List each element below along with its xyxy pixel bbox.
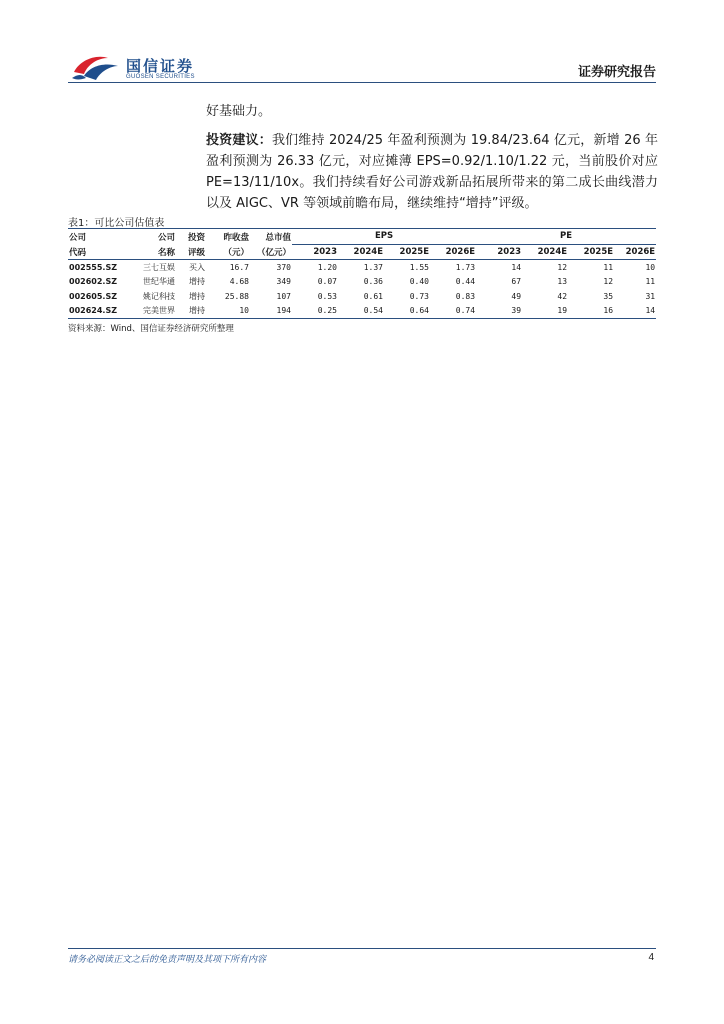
cell-eps-2024e: 1.37 [363,262,383,272]
cell-code: 002555.SZ [69,262,117,272]
cell-code: 002602.SZ [69,277,117,287]
table-header-row-1 [68,229,656,244]
cell-pe-2023: 14 [511,262,522,272]
cell-rating: 增持 [189,277,205,287]
table-title: 表1：可比公司估值表 [68,218,165,229]
col-pe-2024e: 2024E [522,244,568,260]
col-subheader-price-unit: （元） [206,244,250,260]
cell-code: 002624.SZ [69,306,117,316]
logo-text-en: GUOSEN SECURITIES [126,74,195,80]
page-number: 4 [648,952,654,963]
cell-rating: 增持 [189,291,205,301]
header-divider [68,82,656,83]
cell-pe-2024e: 13 [557,277,568,287]
cell-cap: 370 [276,262,291,272]
col-pe-2025e: 2025E [568,244,614,260]
cell-close: 10 [239,306,249,316]
investment-advice-paragraph [206,130,658,214]
cell-eps-2026e: 0.74 [455,306,476,316]
table-header-row-2 [68,244,656,260]
table-source-note: 资料来源：Wind、国信证券经济研究所整理 [68,324,234,334]
cell-eps-2024e: 0.54 [363,306,383,316]
cell-close: 4.68 [229,277,249,287]
col-group-pe: PE [476,229,656,244]
cell-pe-2025e: 35 [603,291,614,301]
table-row [68,304,656,319]
cell-cap: 107 [276,291,291,301]
col-header-rating: 投资 [187,232,205,243]
cell-name: 三七互娱 [143,262,175,272]
col-group-eps: EPS [292,229,476,244]
col-pe-2026e: 2026E [614,244,656,260]
col-eps-2025e: 2025E [384,244,430,260]
cell-cap: 194 [276,306,291,316]
cell-eps-2023: 0.53 [317,291,337,301]
cell-pe-2023: 67 [511,277,522,287]
col-header-company-name: 公司 [157,232,175,243]
cell-rating: 增持 [189,306,205,316]
footer-disclaimer: 请务必阅读正文之后的免责声明及其项下所有内容 [68,955,267,965]
col-eps-2023: 2023 [292,244,338,260]
cell-eps-2026e: 0.44 [455,277,476,287]
col-subheader-name: 名称 [124,244,176,260]
cell-close: 16.7 [229,262,249,272]
cell-pe-2024e: 42 [557,291,568,301]
cell-name: 完美世界 [143,306,175,316]
guosen-logo [70,52,200,84]
table-row [68,260,656,275]
report-type-label: 证券研究报告 [577,64,656,79]
cell-code: 002605.SZ [69,291,117,301]
col-subheader-rating: 评级 [176,244,206,260]
cell-pe-2026e: 10 [645,262,656,272]
cell-eps-2026e: 1.73 [455,262,476,272]
cell-pe-2025e: 12 [603,277,614,287]
cell-eps-2026e: 0.83 [455,291,476,301]
cell-pe-2025e: 11 [603,262,614,272]
cell-pe-2024e: 12 [557,262,568,272]
col-header-close-price: 昨收盘 [223,232,249,243]
table-row [68,275,656,290]
col-eps-2024e: 2024E [338,244,384,260]
cell-eps-2024e: 0.36 [363,277,383,287]
cell-close: 25.88 [224,291,249,301]
cell-pe-2026e: 31 [645,291,656,301]
col-subheader-code: 代码 [68,244,124,260]
guosen-logo-mark-icon [70,52,122,84]
cell-pe-2023: 39 [511,306,522,316]
cell-eps-2023: 1.20 [317,262,337,272]
cell-pe-2024e: 19 [557,306,568,316]
cell-eps-2023: 0.07 [317,277,337,287]
investment-advice-text: 我们维持 2024/25 年盈利预测为 19.84/23.64 亿元，新增 26 年盈利预测为 26.33 亿元，对应摊薄 EPS=0.92/1.10/1.22 元，当前股价对应 PE=13/11/10x。我们持续看好公司游戏新品拓展所带来的第二成长曲线潜力以及 AIGC、VR 等领域前瞻布局，继续维持“增持”评级。 [206,133,658,211]
col-header-market-cap: 总市值 [265,232,291,243]
footer-divider [68,948,656,949]
cell-pe-2026e: 11 [645,277,656,287]
cell-eps-2025e: 0.40 [409,277,429,287]
cell-cap: 349 [276,277,291,287]
col-eps-2026e: 2026E [430,244,476,260]
col-pe-2023: 2023 [476,244,522,260]
cell-pe-2025e: 16 [603,306,614,316]
logo-text-cn: 国信证券 [126,58,195,75]
cell-rating: 买入 [189,262,205,272]
cell-eps-2024e: 0.61 [363,291,383,301]
cell-pe-2026e: 14 [645,306,656,316]
col-subheader-cap-unit: （亿元） [250,244,292,260]
investment-advice-label: 投资建议： [206,133,272,148]
table-bottom-rule [68,318,656,319]
cell-eps-2025e: 0.64 [409,306,429,316]
valuation-table [68,228,656,319]
cell-eps-2023: 0.25 [317,306,337,316]
paragraph-continuation: 好基础力。 [206,104,272,119]
cell-eps-2025e: 1.55 [409,262,429,272]
col-header-company-code: 公司 [69,232,87,243]
cell-name: 姚记科技 [143,291,175,301]
cell-pe-2023: 49 [511,291,522,301]
table-row [68,289,656,304]
cell-name: 世纪华通 [143,277,175,287]
cell-eps-2025e: 0.73 [409,291,429,301]
